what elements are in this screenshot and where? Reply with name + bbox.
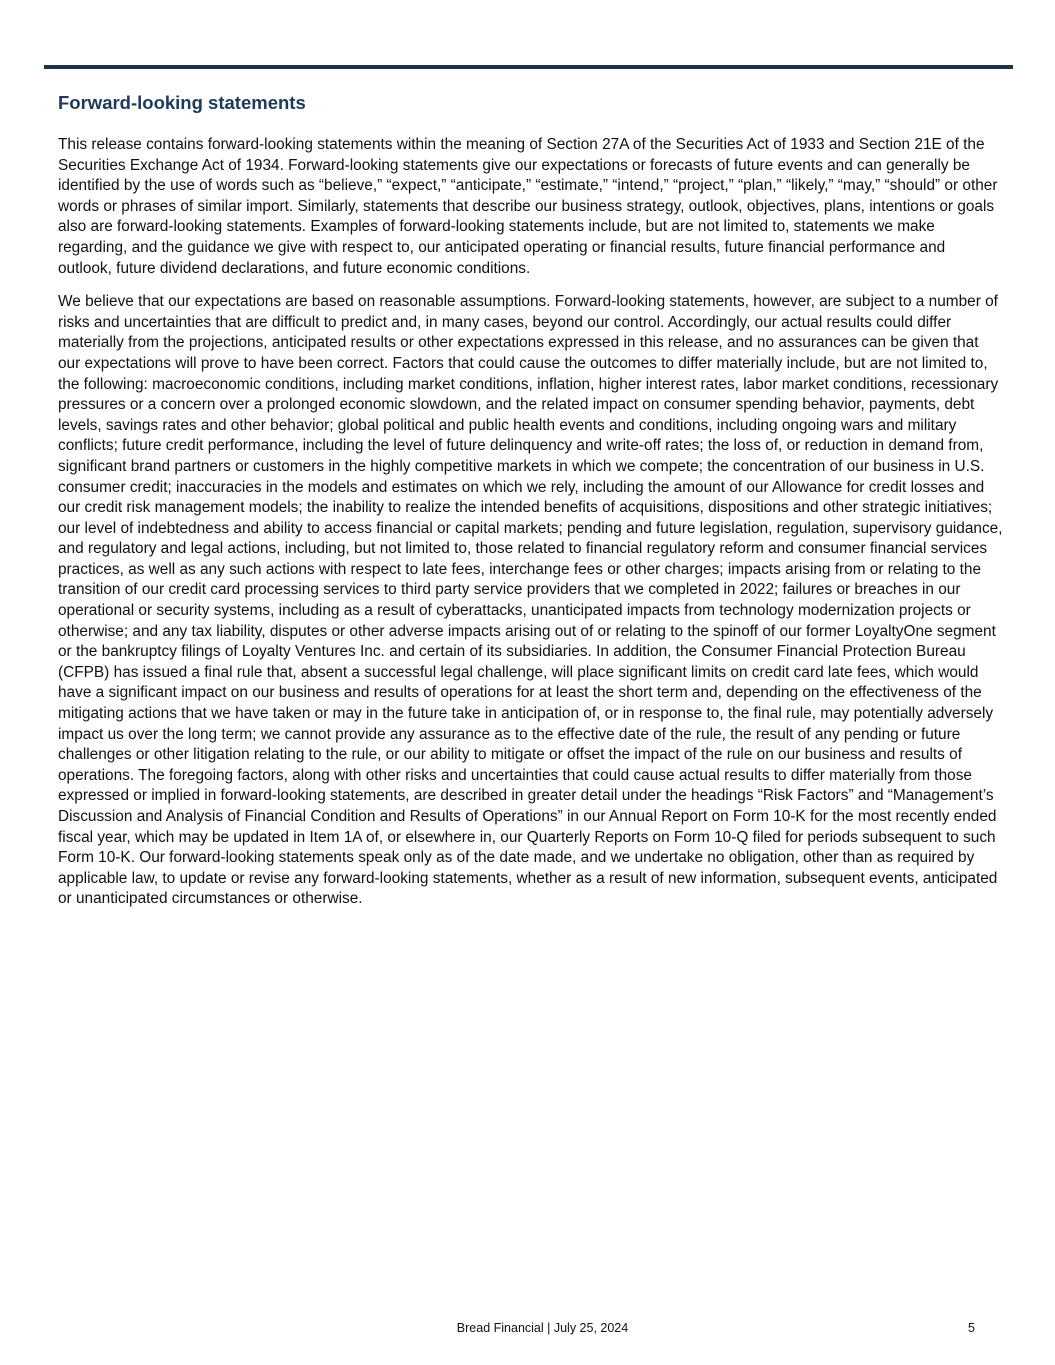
section-title: Forward-looking statements <box>58 92 306 113</box>
footer-source: Bread Financial | July 25, 2024 <box>456 1321 629 1335</box>
paragraph-risk-factors: We believe that our expectations are based on reasonable assumptions. Forward-looking statements, however, are subject to a number of risks and uncertainties that are difficult to predict and, in many cases, beyond our control. Accordingly, our actual results could differ materially from the projections, anticipated results or other expectations expressed in this release, and no assurances can be given that our expectations will prove to have been correct. Factors that could cause the outcomes to differ materially include, but are not limited to, the following: macroeconomic conditions, including market conditions, inflation, higher interest rates, labor market conditions, recessionary pressures or a concern over a prolonged economic slowdown, and the related impact on consumer spending behavior, payments, debt levels, savings rates and other behavior; global political and public health events and conditions, including ongoing wars and military conflicts; future credit performance, including the level of future delinquency and write-off rates; the loss of, or reduction in demand from, significant brand partners or customers in the highly competitive markets in which we compete; the concentration of our business in U.S. consumer credit; inaccuracies in the models and estimates on which we rely, including the amount of our Allowance for credit losses and our credit risk management models; the inability to realize the intended benefits of acquisitions, dispositions and other strategic initiatives; our level of indebtedness and ability to access financial or capital markets; pending and future legislation, regulation, supervisory guidance, and regulatory and legal actions, including, but not limited to, those related to financial regulatory reform and consumer financial services practices, as well as any such actions with respect to late fees, interchange fees or other charges; impacts arising from or relating to the transition of our credit card processing services to third party service providers that we completed in 2022; failures or breaches in our operational or security systems, including as a result of cyberattacks, unanticipated impacts from technology modernization projects or otherwise; and any tax liability, disputes or other adverse impacts arising out of or relating to the spinoff of our former LoyaltyOne segment or the bankruptcy filings of Loyalty Ventures Inc. and certain of its subsidiaries. In addition, the Consumer Financial Protection Bureau (CFPB) has issued a final rule that, absent a successful legal challenge, will place significant limits on credit card late fees, which would have a significant impact on our business and results of operations for at least the short term and, depending on the effectiveness of the mitigating actions that we have taken or may in the future take in anticipation of, or in response to, the final rule, may potentially adversely impact us over the long term; we cannot provide any assurance as to the effective date of the rule, the result of any pending or future challenges or other litigation relating to the rule, or our ability to mitigate or offset the impact of the rule on our business and results of operations. The foregoing factors, along with other risks and uncertainties that could cause actual results to differ materially from those expressed or implied in forward-looking statements, are described in greater detail under the headings “Risk Factors” and “Management’s Discussion and Analysis of Financial Condition and Results of Operations” in our Annual Report on Form 10-K for the most recently ended fiscal year, which may be updated in Item 1A of, or elsewhere in, our Quarterly Reports on Form 10-Q filed for periods subsequent to such Form 10-K. Our forward-looking statements speak only as of the date made, and we undertake no obligation, other than as required by applicable law, to update or revise any forward-looking statements, whether as a result of new information, subsequent events, anticipated or unanticipated circumstances or otherwise. <box>58 293 1003 908</box>
paragraph-intro: This release contains forward-looking statements within the meaning of Section 27A of the Securities Act of 1933 and Section 21E of the Securities Exchange Act of 1934. Forward-looking statements give our expectations or forecasts of future events and can generally be identified by the use of words such as “believe,” “expect,” “anticipate,” “estimate,” “intend,” “project,” “plan,” “likely,” “may,” “should” or other words or phrases of similar import. Similarly, statements that describe our business strategy, outlook, objectives, plans, intentions or goals also are forward-looking statements. Examples of forward-looking statements include, but are not limited to, statements we make regarding, and the guidance we give with respect to, our anticipated operating or financial results, future financial performance and outlook, future dividend declarations, and future economic conditions. <box>58 136 998 277</box>
page-number: 5 <box>968 1321 975 1335</box>
header-divider <box>44 65 1013 69</box>
page-content <box>58 91 1003 923</box>
